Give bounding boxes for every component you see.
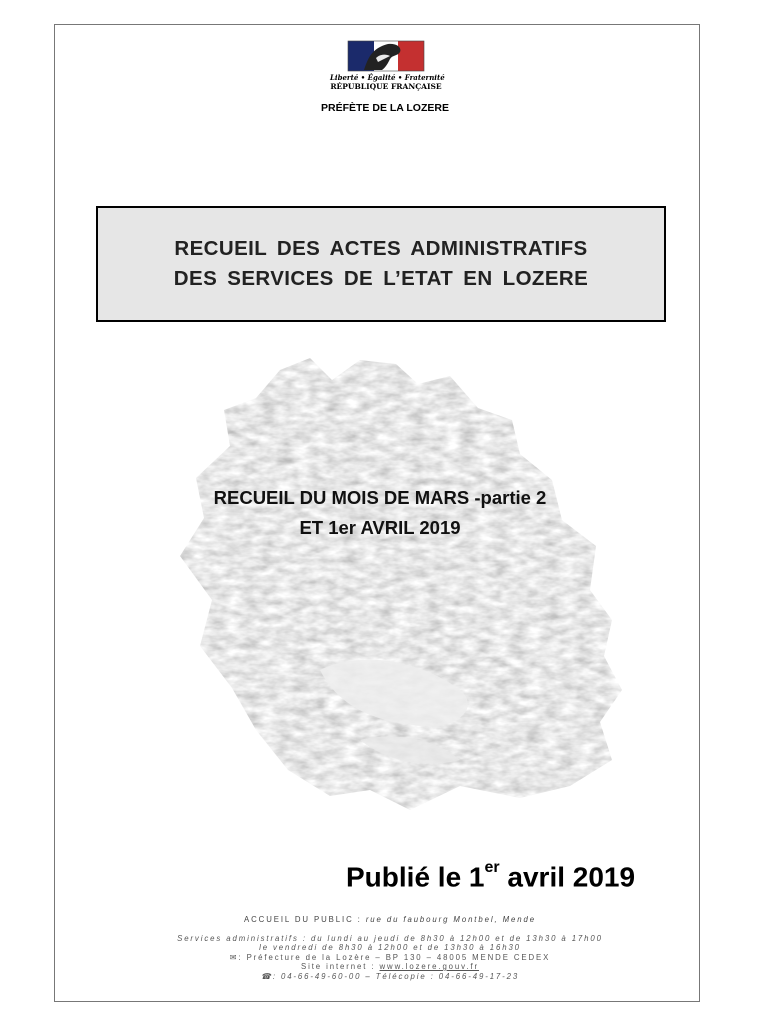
- publication-prefix: Publié le 1: [346, 861, 485, 893]
- publication-date: [346, 852, 686, 897]
- publication-ordinal: er: [484, 859, 500, 876]
- title-line-1: RECUEIL DES ACTES ADMINISTRATIFS: [174, 237, 588, 260]
- title-line-2: DES SERVICES DE L’ETAT EN LOZERE: [173, 267, 589, 290]
- footer-accueil: [120, 915, 660, 925]
- prefete-heading: PRÉFÈTE DE LA LOZERE: [321, 102, 449, 114]
- subtitle-line-1: RECUEIL DU MOIS DE MARS -partie 2: [213, 487, 547, 508]
- telephone-icon: ☎: [260, 971, 271, 981]
- footer-postal: [120, 953, 660, 963]
- logo-motto: Liberté • Égalité • Fraternité: [330, 73, 445, 82]
- lozere-map-image: [160, 350, 630, 820]
- publication-suffix: avril 2019: [499, 861, 636, 893]
- footer-accueil-label: ACCUEIL DU PUBLIC :: [244, 915, 362, 924]
- footer-site: [120, 962, 660, 972]
- footer-site-link[interactable]: www.lozere.gouv.fr: [379, 962, 480, 971]
- footer-services-hours-1: Services administratifs : du lundi au jeudi de 8h30 à 12h00 et de 13h30 à 17h00: [177, 933, 603, 943]
- marianne-emblem-icon: [346, 40, 426, 72]
- envelope-icon: ✉: [229, 952, 237, 962]
- footer-services-hours-2: le vendredi de 8h30 à 12h00 et de 13h30 à 16h30: [259, 943, 521, 952]
- subtitle-line-2: ET 1er AVRIL 2019: [299, 517, 461, 538]
- footer-accueil-address: rue du faubourg Montbel, Mende: [365, 915, 536, 924]
- republique-logo: [330, 40, 445, 100]
- title-box: [96, 206, 666, 322]
- footer-contact: [120, 915, 660, 981]
- subtitle: [150, 483, 610, 543]
- footer-postal-text: : Préfecture de la Lozère – BP 130 – 48005 MENDE CEDEX: [238, 952, 551, 962]
- footer-phone-text: : 04-66-49-60-00 – Télécopie : 04-66-49-17-23: [272, 971, 520, 981]
- footer-site-label: Site internet :: [300, 962, 376, 971]
- footer-phone: [120, 972, 660, 982]
- logo-republique: RÉPUBLIQUE FRANÇAISE: [330, 82, 442, 91]
